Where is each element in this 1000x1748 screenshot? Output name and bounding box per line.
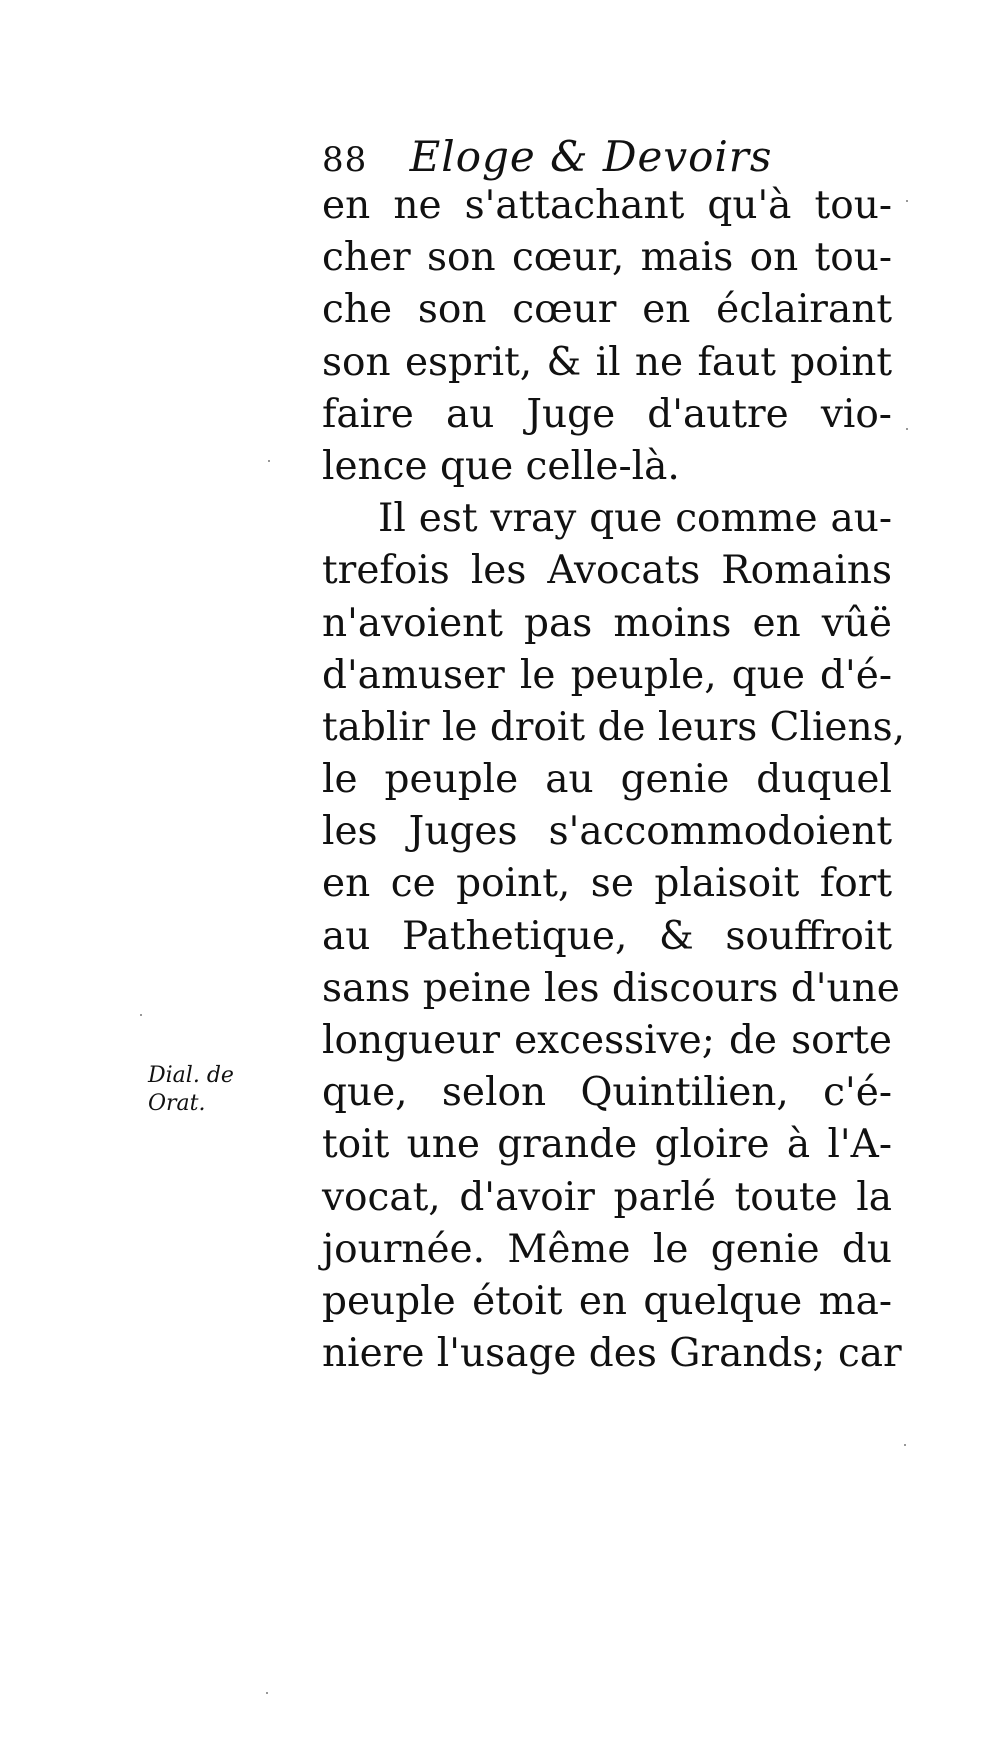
text-line-2: cher son cœur, mais on tou- <box>322 235 892 281</box>
text-line-4: son esprit, & il ne faut point <box>322 339 892 385</box>
text-line-22: peuple étoit en quelque ma- <box>322 1278 892 1324</box>
margin-note-line-1: Dial. de <box>148 1063 234 1088</box>
page-header <box>322 128 912 186</box>
text-line-8: trefois les Avocats Romains <box>322 548 892 594</box>
text-line-7: Il est vray que comme au- <box>378 496 892 542</box>
text-line-13: les Juges s'accommodoient <box>322 809 892 855</box>
text-line-6: lence que celle-là. <box>322 443 680 489</box>
running-title: Eloge & Devoirs <box>409 132 773 181</box>
body-text <box>322 180 906 1380</box>
margin-note <box>148 1062 288 1118</box>
text-line-5: faire au Juge d'autre vio- <box>322 391 892 437</box>
text-line-12: le peuple au genie duquel <box>322 757 892 803</box>
text-line-23: niere l'usage des Grands; car <box>322 1331 902 1377</box>
text-line-18: que, selon Quintilien, c'é- <box>322 1070 892 1116</box>
text-line-20: vocat, d'avoir parlé toute la <box>322 1174 892 1220</box>
paper-speck <box>904 1444 906 1446</box>
paper-speck <box>906 200 908 202</box>
text-line-9: n'avoient pas moins en vûë <box>322 600 892 646</box>
text-line-14: en ce point, se plaisoit fort <box>322 861 892 907</box>
text-line-15: au Pathetique, & souffroit <box>322 913 892 959</box>
text-line-16: sans peine les discours d'une <box>322 965 900 1011</box>
text-line-11: tablir le droit de leurs Cliens, <box>322 704 906 750</box>
text-line-3: che son cœur en éclairant <box>322 287 892 333</box>
paper-speck <box>266 1692 268 1694</box>
paper-speck <box>906 428 908 430</box>
text-line-17: longueur excessive; de sorte <box>322 1018 892 1063</box>
margin-note-line-2: Orat. <box>148 1091 206 1116</box>
text-line-19: toit une grande gloire à l'A- <box>322 1122 892 1168</box>
text-line-21: journée. Même le genie du <box>322 1226 892 1272</box>
paper-speck <box>140 1014 142 1016</box>
text-line-10: d'amuser le peuple, que d'é- <box>322 652 892 698</box>
text-line-1: en ne s'attachant qu'à tou- <box>322 183 892 228</box>
paper-speck <box>268 460 270 462</box>
page-number: 88 <box>322 140 368 180</box>
